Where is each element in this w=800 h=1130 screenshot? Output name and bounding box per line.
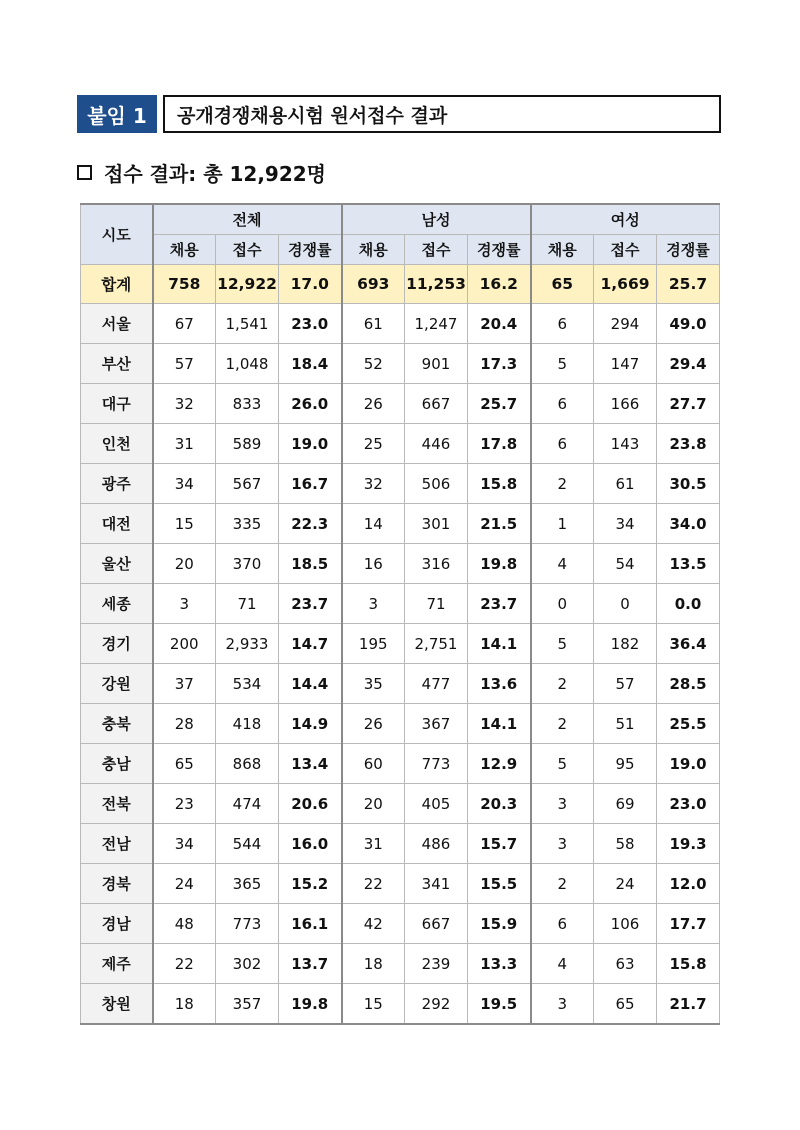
ratio-cell: 19.0 [657, 744, 720, 784]
table-cell: 147 [594, 344, 657, 384]
table-cell: 57 [153, 344, 216, 384]
subheader-hired: 채용 [342, 235, 405, 265]
table-cell: 22 [342, 864, 405, 904]
table-cell: 302 [216, 944, 279, 984]
ratio-cell: 15.2 [279, 864, 342, 904]
table-row [81, 624, 720, 664]
ratio-cell: 14.4 [279, 664, 342, 704]
subheader-ratio: 경쟁률 [279, 235, 342, 265]
table-cell: 195 [342, 624, 405, 664]
table-cell: 3 [153, 584, 216, 624]
table-cell: 2,751 [405, 624, 468, 664]
table-cell: 833 [216, 384, 279, 424]
table-cell: 34 [153, 464, 216, 504]
table-cell: 71 [216, 584, 279, 624]
ratio-cell: 15.9 [468, 904, 531, 944]
region-cell: 경기 [81, 624, 153, 664]
table-cell: 32 [342, 464, 405, 504]
total-row [81, 265, 720, 304]
square-bullet-icon [77, 165, 92, 180]
table-cell: 37 [153, 664, 216, 704]
ratio-cell: 12.9 [468, 744, 531, 784]
table-row [81, 664, 720, 704]
table-cell: 48 [153, 904, 216, 944]
region-cell: 충남 [81, 744, 153, 784]
table-cell: 2 [531, 464, 594, 504]
region-cell: 제주 [81, 944, 153, 984]
table-row [81, 464, 720, 504]
table-cell: 18 [153, 984, 216, 1025]
subheader-ratio: 경쟁률 [657, 235, 720, 265]
region-cell: 충북 [81, 704, 153, 744]
ratio-cell: 20.6 [279, 784, 342, 824]
table-cell: 35 [342, 664, 405, 704]
table-cell: 1,247 [405, 304, 468, 344]
region-cell: 대구 [81, 384, 153, 424]
table-cell: 868 [216, 744, 279, 784]
ratio-cell: 23.0 [657, 784, 720, 824]
ratio-cell: 17.7 [657, 904, 720, 944]
table-cell: 60 [342, 744, 405, 784]
region-cell: 경남 [81, 904, 153, 944]
document-header [77, 95, 721, 133]
table-body [81, 265, 720, 1025]
table-cell: 773 [405, 744, 468, 784]
ratio-cell: 19.3 [657, 824, 720, 864]
table-cell: 773 [216, 904, 279, 944]
table-cell: 0 [594, 584, 657, 624]
ratio-cell: 13.5 [657, 544, 720, 584]
table-row [81, 864, 720, 904]
table-cell: 477 [405, 664, 468, 704]
table-cell: 16 [342, 544, 405, 584]
table-cell: 6 [531, 304, 594, 344]
group-header-male: 남성 [342, 204, 531, 235]
table-cell: 31 [342, 824, 405, 864]
region-cell: 강원 [81, 664, 153, 704]
table-cell: 16.2 [468, 265, 531, 304]
table-cell: 370 [216, 544, 279, 584]
table-cell: 4 [531, 944, 594, 984]
table-row [81, 704, 720, 744]
table-row [81, 984, 720, 1025]
table-cell: 17.0 [279, 265, 342, 304]
ratio-cell: 25.5 [657, 704, 720, 744]
group-header-total: 전체 [153, 204, 342, 235]
ratio-cell: 15.8 [468, 464, 531, 504]
summary-line [77, 158, 326, 187]
table-cell: 589 [216, 424, 279, 464]
subheader-applied: 접수 [216, 235, 279, 265]
table-cell: 1 [531, 504, 594, 544]
table-cell: 15 [342, 984, 405, 1025]
ratio-cell: 23.7 [468, 584, 531, 624]
region-cell: 울산 [81, 544, 153, 584]
ratio-cell: 16.7 [279, 464, 342, 504]
table-row [81, 344, 720, 384]
ratio-cell: 17.3 [468, 344, 531, 384]
table-cell: 14 [342, 504, 405, 544]
table-cell: 667 [405, 904, 468, 944]
ratio-cell: 34.0 [657, 504, 720, 544]
table-cell: 1,048 [216, 344, 279, 384]
ratio-cell: 15.8 [657, 944, 720, 984]
table-cell: 6 [531, 384, 594, 424]
table-cell: 11,253 [405, 265, 468, 304]
table-cell: 95 [594, 744, 657, 784]
table-cell: 335 [216, 504, 279, 544]
table-cell: 71 [405, 584, 468, 624]
table-cell: 34 [594, 504, 657, 544]
table-cell: 54 [594, 544, 657, 584]
table-cell: 2,933 [216, 624, 279, 664]
table-row [81, 384, 720, 424]
subheader-hired: 채용 [531, 235, 594, 265]
ratio-cell: 19.8 [468, 544, 531, 584]
region-cell: 세종 [81, 584, 153, 624]
table-cell: 341 [405, 864, 468, 904]
ratio-cell: 29.4 [657, 344, 720, 384]
table-cell: 5 [531, 624, 594, 664]
region-cell: 서울 [81, 304, 153, 344]
table-cell: 534 [216, 664, 279, 704]
document-title: 공개경쟁채용시험 원서접수 결과 [163, 95, 721, 133]
ratio-cell: 17.8 [468, 424, 531, 464]
table-cell: 18 [342, 944, 405, 984]
table-cell: 24 [153, 864, 216, 904]
table-cell: 292 [405, 984, 468, 1025]
ratio-cell: 16.0 [279, 824, 342, 864]
ratio-cell: 13.7 [279, 944, 342, 984]
table-cell: 61 [594, 464, 657, 504]
table-cell: 446 [405, 424, 468, 464]
ratio-cell: 20.3 [468, 784, 531, 824]
table-cell: 67 [153, 304, 216, 344]
ratio-cell: 21.5 [468, 504, 531, 544]
table-cell: 5 [531, 344, 594, 384]
table-row [81, 824, 720, 864]
table-cell: 32 [153, 384, 216, 424]
table-cell: 20 [342, 784, 405, 824]
ratio-cell: 0.0 [657, 584, 720, 624]
ratio-cell: 12.0 [657, 864, 720, 904]
table-cell: 544 [216, 824, 279, 864]
table-cell: 3 [342, 584, 405, 624]
table-cell: 667 [405, 384, 468, 424]
table-cell: 294 [594, 304, 657, 344]
table-cell: 367 [405, 704, 468, 744]
table-cell: 25.7 [657, 265, 720, 304]
table-cell: 5 [531, 744, 594, 784]
ratio-cell: 23.0 [279, 304, 342, 344]
summary-text: 접수 결과: 총 12,922명 [104, 162, 326, 186]
table-cell: 3 [531, 784, 594, 824]
table-row [81, 424, 720, 464]
table-row [81, 304, 720, 344]
ratio-cell: 14.1 [468, 624, 531, 664]
region-cell: 전남 [81, 824, 153, 864]
ratio-cell: 13.6 [468, 664, 531, 704]
ratio-cell: 13.3 [468, 944, 531, 984]
table-row [81, 944, 720, 984]
ratio-cell: 19.5 [468, 984, 531, 1025]
ratio-cell: 13.4 [279, 744, 342, 784]
ratio-cell: 18.4 [279, 344, 342, 384]
table-cell: 52 [342, 344, 405, 384]
ratio-cell: 23.7 [279, 584, 342, 624]
ratio-cell: 14.9 [279, 704, 342, 744]
group-header-female: 여성 [531, 204, 720, 235]
table-cell: 12,922 [216, 265, 279, 304]
table-cell: 2 [531, 864, 594, 904]
table-cell: 143 [594, 424, 657, 464]
region-cell: 전북 [81, 784, 153, 824]
ratio-cell: 18.5 [279, 544, 342, 584]
table-cell: 1,669 [594, 265, 657, 304]
ratio-cell: 14.7 [279, 624, 342, 664]
total-label: 합계 [81, 265, 153, 304]
region-cell: 부산 [81, 344, 153, 384]
ratio-cell: 22.3 [279, 504, 342, 544]
table-cell: 474 [216, 784, 279, 824]
subheader-applied: 접수 [405, 235, 468, 265]
ratio-cell: 25.7 [468, 384, 531, 424]
region-cell: 창원 [81, 984, 153, 1025]
table-cell: 365 [216, 864, 279, 904]
table-cell: 65 [153, 744, 216, 784]
table-cell: 26 [342, 384, 405, 424]
table-cell: 758 [153, 265, 216, 304]
ratio-cell: 26.0 [279, 384, 342, 424]
table-cell: 26 [342, 704, 405, 744]
table-row [81, 504, 720, 544]
table-cell: 6 [531, 424, 594, 464]
table-cell: 3 [531, 824, 594, 864]
subheader-hired: 채용 [153, 235, 216, 265]
table-cell: 4 [531, 544, 594, 584]
table-cell: 61 [342, 304, 405, 344]
ratio-cell: 28.5 [657, 664, 720, 704]
table-cell: 51 [594, 704, 657, 744]
table-row [81, 544, 720, 584]
ratio-cell: 14.1 [468, 704, 531, 744]
ratio-cell: 15.7 [468, 824, 531, 864]
table-cell: 42 [342, 904, 405, 944]
ratio-cell: 21.7 [657, 984, 720, 1025]
table-cell: 15 [153, 504, 216, 544]
table-cell: 200 [153, 624, 216, 664]
table-cell: 106 [594, 904, 657, 944]
table-cell: 1,541 [216, 304, 279, 344]
table-cell: 58 [594, 824, 657, 864]
table-cell: 24 [594, 864, 657, 904]
table-cell: 357 [216, 984, 279, 1025]
table-cell: 31 [153, 424, 216, 464]
table-cell: 301 [405, 504, 468, 544]
table-cell: 69 [594, 784, 657, 824]
ratio-cell: 23.8 [657, 424, 720, 464]
table-cell: 486 [405, 824, 468, 864]
table-cell: 34 [153, 824, 216, 864]
subheader-ratio: 경쟁률 [468, 235, 531, 265]
ratio-cell: 15.5 [468, 864, 531, 904]
table-cell: 57 [594, 664, 657, 704]
ratio-cell: 36.4 [657, 624, 720, 664]
table-cell: 23 [153, 784, 216, 824]
table-cell: 65 [531, 265, 594, 304]
table-cell: 316 [405, 544, 468, 584]
table-cell: 567 [216, 464, 279, 504]
table-cell: 3 [531, 984, 594, 1025]
table-row [81, 584, 720, 624]
region-cell: 경북 [81, 864, 153, 904]
subheader-applied: 접수 [594, 235, 657, 265]
ratio-cell: 16.1 [279, 904, 342, 944]
table-cell: 901 [405, 344, 468, 384]
table-cell: 693 [342, 265, 405, 304]
table-cell: 0 [531, 584, 594, 624]
results-table [80, 203, 720, 1025]
table-cell: 2 [531, 664, 594, 704]
table-cell: 166 [594, 384, 657, 424]
table-cell: 418 [216, 704, 279, 744]
ratio-cell: 49.0 [657, 304, 720, 344]
table-row [81, 784, 720, 824]
table-cell: 182 [594, 624, 657, 664]
table-cell: 22 [153, 944, 216, 984]
table-cell: 20 [153, 544, 216, 584]
table-cell: 6 [531, 904, 594, 944]
ratio-cell: 20.4 [468, 304, 531, 344]
attachment-badge: 붙임 1 [77, 95, 157, 133]
ratio-cell: 27.7 [657, 384, 720, 424]
table-cell: 239 [405, 944, 468, 984]
table-cell: 65 [594, 984, 657, 1025]
region-column-header: 시도 [81, 204, 153, 265]
table-cell: 405 [405, 784, 468, 824]
table-cell: 2 [531, 704, 594, 744]
table-cell: 63 [594, 944, 657, 984]
ratio-cell: 19.8 [279, 984, 342, 1025]
table-cell: 506 [405, 464, 468, 504]
region-cell: 인천 [81, 424, 153, 464]
table-cell: 28 [153, 704, 216, 744]
table-row [81, 904, 720, 944]
table-row [81, 744, 720, 784]
ratio-cell: 19.0 [279, 424, 342, 464]
region-cell: 대전 [81, 504, 153, 544]
ratio-cell: 30.5 [657, 464, 720, 504]
table-cell: 25 [342, 424, 405, 464]
region-cell: 광주 [81, 464, 153, 504]
